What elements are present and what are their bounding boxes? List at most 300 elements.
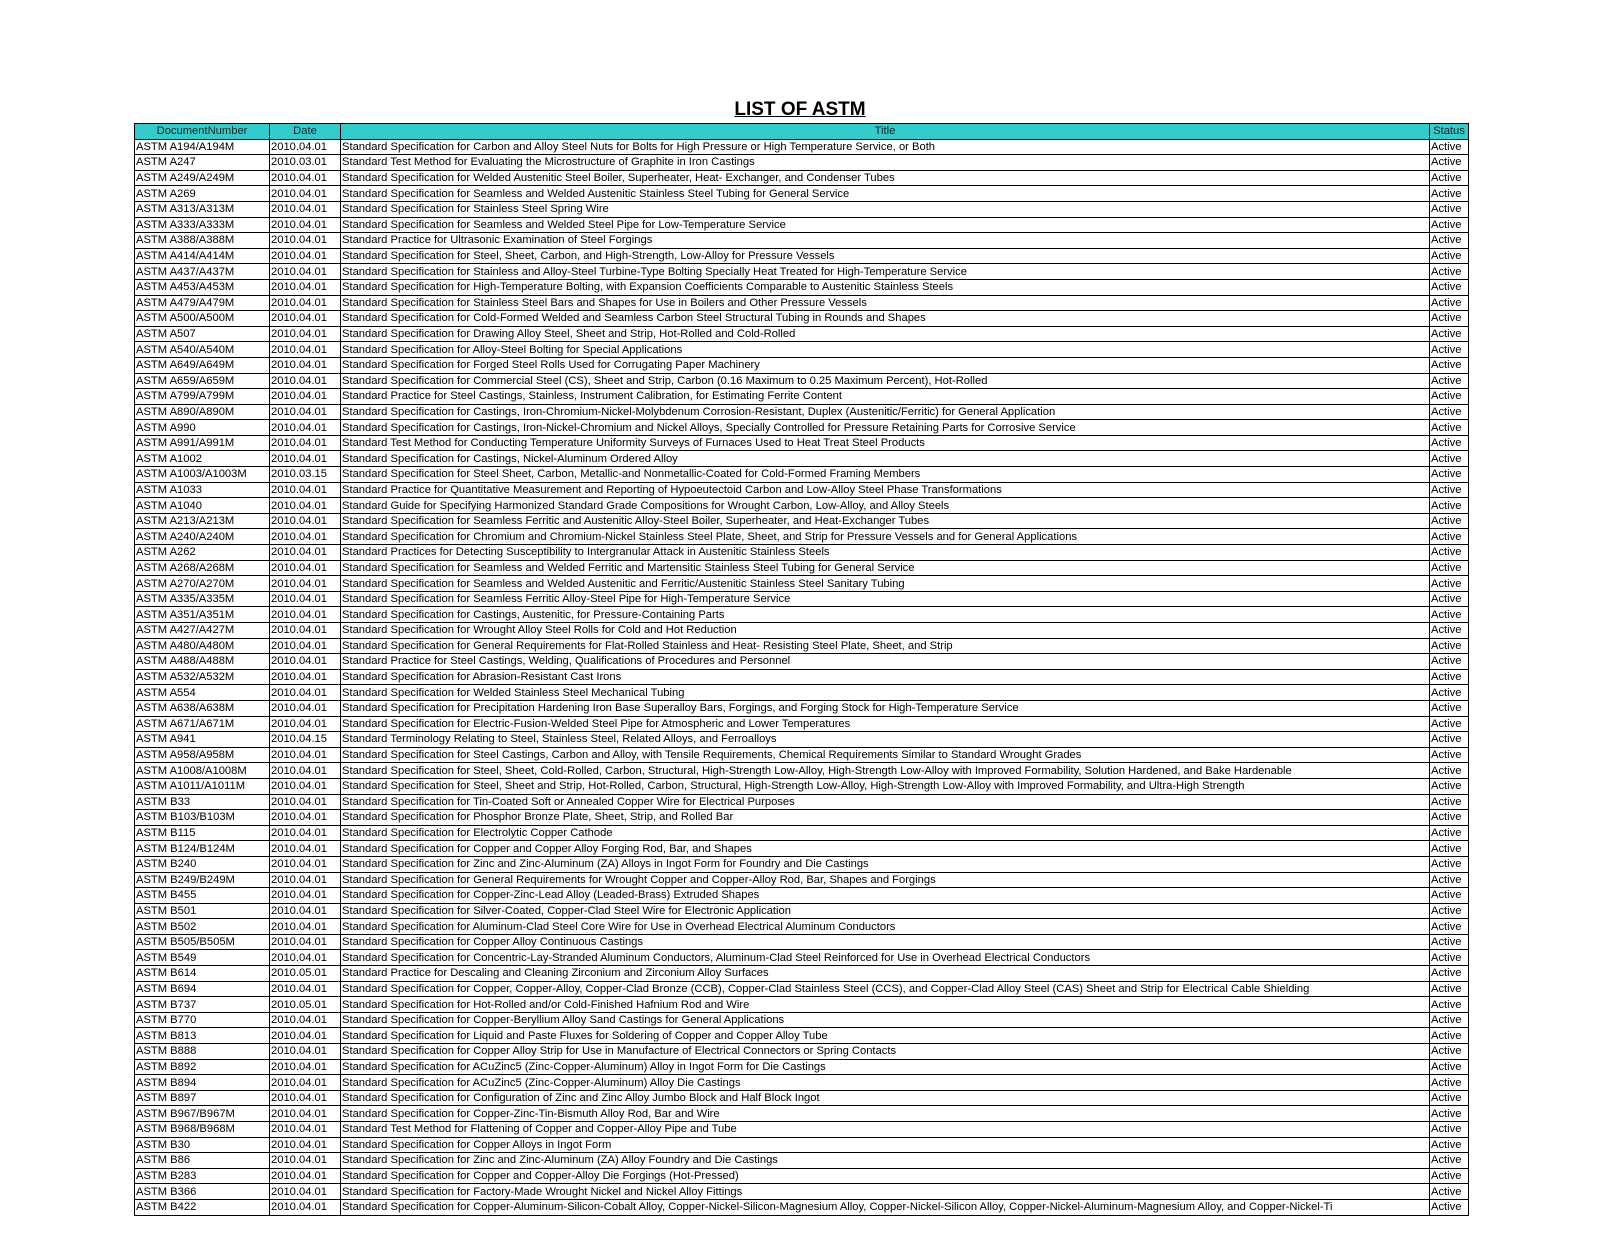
date-cell: 2010.04.01 bbox=[270, 794, 341, 810]
table-row bbox=[135, 841, 1469, 857]
status-cell: Active bbox=[1430, 747, 1469, 763]
title-cell: Standard Specification for Welded Austenitic Steel Boiler, Superheater, Heat- Exchanger, and Condenser Tubes bbox=[341, 170, 1430, 186]
table-row bbox=[135, 794, 1469, 810]
table-row bbox=[135, 529, 1469, 545]
document-number-cell: ASTM A427/A427M bbox=[135, 623, 270, 639]
title-cell: Standard Specification for Copper-Aluminum-Silicon-Cobalt Alloy, Copper-Nickel-Silicon-Magnesium Alloy, Copper-Nickel-Silicon Alloy, Copper-Nickel-Aluminum-Magnesium Alloy, and Copper-Nickel-Ti bbox=[341, 1199, 1430, 1215]
status-cell: Active bbox=[1430, 856, 1469, 872]
date-cell: 2010.04.01 bbox=[270, 326, 341, 342]
title-cell: Standard Practice for Steel Castings, Welding, Qualifications of Procedures and Personnel bbox=[341, 654, 1430, 670]
table-row bbox=[135, 513, 1469, 529]
title-cell: Standard Specification for Copper and Copper Alloy Forging Rod, Bar, and Shapes bbox=[341, 841, 1430, 857]
date-cell: 2010.04.01 bbox=[270, 1028, 341, 1044]
date-cell: 2010.04.01 bbox=[270, 482, 341, 498]
table-row bbox=[135, 545, 1469, 561]
document-number-cell: ASTM A479/A479M bbox=[135, 295, 270, 311]
title-cell: Standard Test Method for Conducting Temperature Uniformity Surveys of Furnaces Used to Heat Treat Steel Products bbox=[341, 435, 1430, 451]
document-number-cell: ASTM B897 bbox=[135, 1090, 270, 1106]
date-cell: 2010.04.01 bbox=[270, 576, 341, 592]
document-number-cell: ASTM A1003/A1003M bbox=[135, 467, 270, 483]
status-cell: Active bbox=[1430, 778, 1469, 794]
table-row bbox=[135, 919, 1469, 935]
date-cell: 2010.04.01 bbox=[270, 295, 341, 311]
status-cell: Active bbox=[1430, 248, 1469, 264]
title-cell: Standard Specification for Castings, Nickel-Aluminum Ordered Alloy bbox=[341, 451, 1430, 467]
table-row bbox=[135, 217, 1469, 233]
title-cell: Standard Specification for Carbon and Alloy Steel Nuts for Bolts for High Pressure or High Temperature Service, or Both bbox=[341, 139, 1430, 155]
title-cell: Standard Specification for Copper Alloy Strip for Use in Manufacture of Electrical Connectors or Spring Contacts bbox=[341, 1044, 1430, 1060]
date-cell: 2010.04.01 bbox=[270, 778, 341, 794]
date-cell: 2010.04.01 bbox=[270, 1122, 341, 1138]
status-cell: Active bbox=[1430, 716, 1469, 732]
date-cell: 2010.04.01 bbox=[270, 700, 341, 716]
status-cell: Active bbox=[1430, 420, 1469, 436]
date-cell: 2010.04.15 bbox=[270, 732, 341, 748]
title-cell: Standard Specification for Hot-Rolled and/or Cold-Finished Hafnium Rod and Wire bbox=[341, 997, 1430, 1013]
date-cell: 2010.04.01 bbox=[270, 903, 341, 919]
status-cell: Active bbox=[1430, 623, 1469, 639]
status-cell: Active bbox=[1430, 295, 1469, 311]
date-cell: 2010.04.01 bbox=[270, 233, 341, 249]
document-number-cell: ASTM B968/B968M bbox=[135, 1122, 270, 1138]
title-cell: Standard Guide for Specifying Harmonized Standard Grade Compositions for Wrought Carbon, Low-Alloy, and Alloy Steels bbox=[341, 498, 1430, 514]
table-row bbox=[135, 342, 1469, 358]
table-row bbox=[135, 482, 1469, 498]
document-number-cell: ASTM B892 bbox=[135, 1059, 270, 1075]
status-cell: Active bbox=[1430, 498, 1469, 514]
document-number-cell: ASTM B283 bbox=[135, 1168, 270, 1184]
status-cell: Active bbox=[1430, 482, 1469, 498]
document-number-cell: ASTM A554 bbox=[135, 685, 270, 701]
document-number-cell: ASTM B124/B124M bbox=[135, 841, 270, 857]
document-number-cell: ASTM A890/A890M bbox=[135, 404, 270, 420]
table-row bbox=[135, 716, 1469, 732]
date-cell: 2010.04.01 bbox=[270, 856, 341, 872]
document-number-cell: ASTM B614 bbox=[135, 966, 270, 982]
table-row bbox=[135, 903, 1469, 919]
status-cell: Active bbox=[1430, 1122, 1469, 1138]
column-header-title: Title bbox=[341, 124, 1430, 140]
document-number-cell: ASTM B894 bbox=[135, 1075, 270, 1091]
date-cell: 2010.04.01 bbox=[270, 451, 341, 467]
table-row bbox=[135, 1184, 1469, 1200]
table-row bbox=[135, 326, 1469, 342]
document-number-cell: ASTM A500/A500M bbox=[135, 311, 270, 327]
status-cell: Active bbox=[1430, 966, 1469, 982]
document-number-cell: ASTM B770 bbox=[135, 1012, 270, 1028]
column-header-document-number: DocumentNumber bbox=[135, 124, 270, 140]
title-cell: Standard Specification for Copper-Beryllium Alloy Sand Castings for General Applications bbox=[341, 1012, 1430, 1028]
title-cell: Standard Specification for Phosphor Bronze Plate, Sheet, Strip, and Rolled Bar bbox=[341, 810, 1430, 826]
table-row bbox=[135, 389, 1469, 405]
document-number-cell: ASTM B249/B249M bbox=[135, 872, 270, 888]
table-row bbox=[135, 576, 1469, 592]
title-cell: Standard Specification for Seamless and Welded Ferritic and Martensitic Stainless Steel Tubing for General Service bbox=[341, 560, 1430, 576]
table-row bbox=[135, 560, 1469, 576]
date-cell: 2010.04.01 bbox=[270, 841, 341, 857]
document-number-cell: ASTM A649/A649M bbox=[135, 357, 270, 373]
status-cell: Active bbox=[1430, 1012, 1469, 1028]
table-row bbox=[135, 700, 1469, 716]
document-number-cell: ASTM A414/A414M bbox=[135, 248, 270, 264]
title-cell: Standard Specification for Seamless and Welded Steel Pipe for Low-Temperature Service bbox=[341, 217, 1430, 233]
table-row bbox=[135, 1075, 1469, 1091]
title-cell: Standard Specification for Seamless and Welded Austenitic and Ferritic/Austenitic Stainless Steel Sanitary Tubing bbox=[341, 576, 1430, 592]
status-cell: Active bbox=[1430, 810, 1469, 826]
title-cell: Standard Specification for Welded Stainless Steel Mechanical Tubing bbox=[341, 685, 1430, 701]
table-row bbox=[135, 1106, 1469, 1122]
date-cell: 2010.04.01 bbox=[270, 435, 341, 451]
date-cell: 2010.04.01 bbox=[270, 545, 341, 561]
status-cell: Active bbox=[1430, 825, 1469, 841]
table-row bbox=[135, 981, 1469, 997]
document-number-cell: ASTM A540/A540M bbox=[135, 342, 270, 358]
document-number-cell: ASTM B422 bbox=[135, 1199, 270, 1215]
date-cell: 2010.04.01 bbox=[270, 638, 341, 654]
status-cell: Active bbox=[1430, 685, 1469, 701]
document-number-cell: ASTM A453/A453M bbox=[135, 279, 270, 295]
date-cell: 2010.04.01 bbox=[270, 888, 341, 904]
status-cell: Active bbox=[1430, 1184, 1469, 1200]
status-cell: Active bbox=[1430, 357, 1469, 373]
status-cell: Active bbox=[1430, 186, 1469, 202]
status-cell: Active bbox=[1430, 1075, 1469, 1091]
table-row bbox=[135, 685, 1469, 701]
status-cell: Active bbox=[1430, 1106, 1469, 1122]
document-number-cell: ASTM B86 bbox=[135, 1153, 270, 1169]
status-cell: Active bbox=[1430, 560, 1469, 576]
title-cell: Standard Specification for Steel, Sheet, Cold-Rolled, Carbon, Structural, High-Strength Low-Alloy, High-Strength Low-Alloy with Improved Formability, Solution Hardened, and Bake Hardenable bbox=[341, 763, 1430, 779]
title-cell: Standard Specification for Copper-Zinc-Tin-Bismuth Alloy Rod, Bar and Wire bbox=[341, 1106, 1430, 1122]
document-number-cell: ASTM B502 bbox=[135, 919, 270, 935]
date-cell: 2010.03.01 bbox=[270, 155, 341, 171]
status-cell: Active bbox=[1430, 888, 1469, 904]
date-cell: 2010.04.01 bbox=[270, 607, 341, 623]
title-cell: Standard Specification for Precipitation Hardening Iron Base Superalloy Bars, Forgings, and Forging Stock for High-Temperature Service bbox=[341, 700, 1430, 716]
document-number-cell: ASTM A799/A799M bbox=[135, 389, 270, 405]
title-cell: Standard Specification for Seamless Ferritic and Austenitic Alloy-Steel Boiler, Superheater, and Heat-Exchanger Tubes bbox=[341, 513, 1430, 529]
title-cell: Standard Specification for Steel Castings, Carbon and Alloy, with Tensile Requirements, Chemical Requirements Similar to Standard Wrought Grades bbox=[341, 747, 1430, 763]
status-cell: Active bbox=[1430, 1168, 1469, 1184]
date-cell: 2010.04.01 bbox=[270, 513, 341, 529]
title-cell: Standard Specification for Steel Sheet, Carbon, Metallic-and Nonmetallic-Coated for Cold-Formed Framing Members bbox=[341, 467, 1430, 483]
status-cell: Active bbox=[1430, 576, 1469, 592]
date-cell: 2010.04.01 bbox=[270, 357, 341, 373]
table-row bbox=[135, 669, 1469, 685]
status-cell: Active bbox=[1430, 155, 1469, 171]
table-row bbox=[135, 950, 1469, 966]
title-cell: Standard Specification for Castings, Austenitic, for Pressure-Containing Parts bbox=[341, 607, 1430, 623]
status-cell: Active bbox=[1430, 513, 1469, 529]
document-number-cell: ASTM B455 bbox=[135, 888, 270, 904]
title-cell: Standard Specification for Seamless and Welded Austenitic Stainless Steel Tubing for General Service bbox=[341, 186, 1430, 202]
date-cell: 2010.04.01 bbox=[270, 560, 341, 576]
date-cell: 2010.03.15 bbox=[270, 467, 341, 483]
date-cell: 2010.04.01 bbox=[270, 389, 341, 405]
table-row bbox=[135, 295, 1469, 311]
date-cell: 2010.04.01 bbox=[270, 1075, 341, 1091]
date-cell: 2010.04.01 bbox=[270, 1044, 341, 1060]
date-cell: 2010.04.01 bbox=[270, 623, 341, 639]
document-number-cell: ASTM B30 bbox=[135, 1137, 270, 1153]
date-cell: 2010.04.01 bbox=[270, 919, 341, 935]
document-number-cell: ASTM A990 bbox=[135, 420, 270, 436]
document-number-cell: ASTM B549 bbox=[135, 950, 270, 966]
table-row bbox=[135, 591, 1469, 607]
table-row bbox=[135, 966, 1469, 982]
date-cell: 2010.04.01 bbox=[270, 404, 341, 420]
title-cell: Standard Specification for Silver-Coated, Copper-Clad Steel Wire for Electronic Application bbox=[341, 903, 1430, 919]
table-row bbox=[135, 1044, 1469, 1060]
title-cell: Standard Specification for Zinc and Zinc-Aluminum (ZA) Alloys in Ingot Form for Foundry and Die Castings bbox=[341, 856, 1430, 872]
date-cell: 2010.04.01 bbox=[270, 1137, 341, 1153]
date-cell: 2010.05.01 bbox=[270, 997, 341, 1013]
table-row bbox=[135, 311, 1469, 327]
status-cell: Active bbox=[1430, 373, 1469, 389]
status-cell: Active bbox=[1430, 997, 1469, 1013]
title-cell: Standard Specification for High-Temperature Bolting, with Expansion Coefficients Comparable to Austenitic Stainless Steels bbox=[341, 279, 1430, 295]
document-number-cell: ASTM A270/A270M bbox=[135, 576, 270, 592]
status-cell: Active bbox=[1430, 217, 1469, 233]
date-cell: 2010.04.01 bbox=[270, 1059, 341, 1075]
date-cell: 2010.04.01 bbox=[270, 1090, 341, 1106]
title-cell: Standard Specification for Configuration of Zinc and Zinc Alloy Jumbo Block and Half Block Ingot bbox=[341, 1090, 1430, 1106]
title-cell: Standard Specification for Castings, Iron-Chromium-Nickel-Molybdenum Corrosion-Resistant, Duplex (Austenitic/Ferritic) for General Application bbox=[341, 404, 1430, 420]
title-cell: Standard Practices for Detecting Susceptibility to Intergranular Attack in Austenitic Stainless Steels bbox=[341, 545, 1430, 561]
title-cell: Standard Specification for Factory-Made Wrought Nickel and Nickel Alloy Fittings bbox=[341, 1184, 1430, 1200]
page-title-text: LIST OF ASTM bbox=[734, 99, 866, 120]
table-row bbox=[135, 778, 1469, 794]
document-number-cell: ASTM A313/A313M bbox=[135, 201, 270, 217]
date-cell: 2010.04.01 bbox=[270, 498, 341, 514]
table-row bbox=[135, 1090, 1469, 1106]
title-cell: Standard Specification for General Requirements for Wrought Copper and Copper-Alloy Rod, Bar, Shapes and Forgings bbox=[341, 872, 1430, 888]
date-cell: 2010.04.01 bbox=[270, 311, 341, 327]
date-cell: 2010.04.01 bbox=[270, 934, 341, 950]
status-cell: Active bbox=[1430, 950, 1469, 966]
title-cell: Standard Specification for Tin-Coated Soft or Annealed Copper Wire for Electrical Purposes bbox=[341, 794, 1430, 810]
document-number-cell: ASTM B694 bbox=[135, 981, 270, 997]
status-cell: Active bbox=[1430, 404, 1469, 420]
status-cell: Active bbox=[1430, 264, 1469, 280]
status-cell: Active bbox=[1430, 981, 1469, 997]
document-number-cell: ASTM A1002 bbox=[135, 451, 270, 467]
status-cell: Active bbox=[1430, 451, 1469, 467]
title-cell: Standard Practice for Quantitative Measurement and Reporting of Hypoeutectoid Carbon and Low-Alloy Steel Phase Transformations bbox=[341, 482, 1430, 498]
document-number-cell: ASTM A333/A333M bbox=[135, 217, 270, 233]
title-cell: Standard Specification for Wrought Alloy Steel Rolls for Cold and Hot Reduction bbox=[341, 623, 1430, 639]
date-cell: 2010.04.01 bbox=[270, 747, 341, 763]
document-number-cell: ASTM A1008/A1008M bbox=[135, 763, 270, 779]
table-row bbox=[135, 888, 1469, 904]
title-cell: Standard Specification for ACuZinc5 (Zinc-Copper-Aluminum) Alloy Die Castings bbox=[341, 1075, 1430, 1091]
status-cell: Active bbox=[1430, 342, 1469, 358]
document-number-cell: ASTM B103/B103M bbox=[135, 810, 270, 826]
document-number-cell: ASTM A958/A958M bbox=[135, 747, 270, 763]
title-cell: Standard Specification for Electric-Fusion-Welded Steel Pipe for Atmospheric and Lower Temperatures bbox=[341, 716, 1430, 732]
page-title bbox=[0, 99, 1600, 121]
title-cell: Standard Specification for General Requirements for Flat-Rolled Stainless and Heat- Resisting Steel Plate, Sheet, and Strip bbox=[341, 638, 1430, 654]
document-number-cell: ASTM A488/A488M bbox=[135, 654, 270, 670]
document-number-cell: ASTM A480/A480M bbox=[135, 638, 270, 654]
status-cell: Active bbox=[1430, 1044, 1469, 1060]
date-cell: 2010.04.01 bbox=[270, 201, 341, 217]
status-cell: Active bbox=[1430, 389, 1469, 405]
table-row bbox=[135, 825, 1469, 841]
table-row bbox=[135, 435, 1469, 451]
table-row bbox=[135, 1137, 1469, 1153]
status-cell: Active bbox=[1430, 732, 1469, 748]
table-row bbox=[135, 139, 1469, 155]
status-cell: Active bbox=[1430, 607, 1469, 623]
table-row bbox=[135, 467, 1469, 483]
title-cell: Standard Specification for Concentric-Lay-Stranded Aluminum Conductors, Aluminum-Clad Steel Reinforced for Use in Overhead Electrical Conductors bbox=[341, 950, 1430, 966]
document-number-cell: ASTM A269 bbox=[135, 186, 270, 202]
date-cell: 2010.05.01 bbox=[270, 966, 341, 982]
table-row bbox=[135, 1122, 1469, 1138]
date-cell: 2010.04.01 bbox=[270, 685, 341, 701]
status-cell: Active bbox=[1430, 700, 1469, 716]
date-cell: 2010.04.01 bbox=[270, 170, 341, 186]
title-cell: Standard Specification for Steel, Sheet and Strip, Hot-Rolled, Carbon, Structural, High-Strength Low-Alloy, High-Strength Low-Alloy with Improved Formability, and Ultra-High Strength bbox=[341, 778, 1430, 794]
document-number-cell: ASTM B115 bbox=[135, 825, 270, 841]
status-cell: Active bbox=[1430, 326, 1469, 342]
table-row bbox=[135, 451, 1469, 467]
table-row bbox=[135, 279, 1469, 295]
status-cell: Active bbox=[1430, 529, 1469, 545]
date-cell: 2010.04.01 bbox=[270, 420, 341, 436]
document-number-cell: ASTM A213/A213M bbox=[135, 513, 270, 529]
status-cell: Active bbox=[1430, 654, 1469, 670]
table-row bbox=[135, 186, 1469, 202]
document-number-cell: ASTM A1033 bbox=[135, 482, 270, 498]
table-row bbox=[135, 732, 1469, 748]
date-cell: 2010.04.01 bbox=[270, 279, 341, 295]
status-cell: Active bbox=[1430, 669, 1469, 685]
title-cell: Standard Specification for Copper Alloys in Ingot Form bbox=[341, 1137, 1430, 1153]
title-cell: Standard Specification for Cold-Formed Welded and Seamless Carbon Steel Structural Tubing in Rounds and Shapes bbox=[341, 311, 1430, 327]
table-row bbox=[135, 638, 1469, 654]
date-cell: 2010.04.01 bbox=[270, 981, 341, 997]
status-cell: Active bbox=[1430, 435, 1469, 451]
document-number-cell: ASTM A671/A671M bbox=[135, 716, 270, 732]
astm-table bbox=[134, 123, 1469, 1216]
date-cell: 2010.04.01 bbox=[270, 669, 341, 685]
status-cell: Active bbox=[1430, 233, 1469, 249]
document-number-cell: ASTM B888 bbox=[135, 1044, 270, 1060]
date-cell: 2010.04.01 bbox=[270, 810, 341, 826]
table-row bbox=[135, 654, 1469, 670]
status-cell: Active bbox=[1430, 763, 1469, 779]
document-number-cell: ASTM A388/A388M bbox=[135, 233, 270, 249]
title-cell: Standard Specification for Electrolytic Copper Cathode bbox=[341, 825, 1430, 841]
date-cell: 2010.04.01 bbox=[270, 264, 341, 280]
status-cell: Active bbox=[1430, 1137, 1469, 1153]
date-cell: 2010.04.01 bbox=[270, 139, 341, 155]
title-cell: Standard Specification for Abrasion-Resistant Cast Irons bbox=[341, 669, 1430, 685]
title-cell: Standard Practice for Ultrasonic Examination of Steel Forgings bbox=[341, 233, 1430, 249]
table-row bbox=[135, 997, 1469, 1013]
date-cell: 2010.04.01 bbox=[270, 591, 341, 607]
status-cell: Active bbox=[1430, 545, 1469, 561]
title-cell: Standard Specification for Copper and Copper-Alloy Die Forgings (Hot-Pressed) bbox=[341, 1168, 1430, 1184]
table-row bbox=[135, 934, 1469, 950]
status-cell: Active bbox=[1430, 1199, 1469, 1215]
date-cell: 2010.04.01 bbox=[270, 1184, 341, 1200]
date-cell: 2010.04.01 bbox=[270, 1199, 341, 1215]
table-row bbox=[135, 201, 1469, 217]
title-cell: Standard Specification for ACuZinc5 (Zinc-Copper-Aluminum) Alloy in Ingot Form for Die Castings bbox=[341, 1059, 1430, 1075]
table-row bbox=[135, 1028, 1469, 1044]
table-row bbox=[135, 373, 1469, 389]
status-cell: Active bbox=[1430, 794, 1469, 810]
document-number-cell: ASTM A268/A268M bbox=[135, 560, 270, 576]
table-row bbox=[135, 763, 1469, 779]
status-cell: Active bbox=[1430, 934, 1469, 950]
column-header-status: Status bbox=[1430, 124, 1469, 140]
table-row bbox=[135, 872, 1469, 888]
title-cell: Standard Specification for Commercial Steel (CS), Sheet and Strip, Carbon (0.16 Maximum to 0.25 Maximum Percent), Hot-Rolled bbox=[341, 373, 1430, 389]
date-cell: 2010.04.01 bbox=[270, 248, 341, 264]
date-cell: 2010.04.01 bbox=[270, 872, 341, 888]
document-number-cell: ASTM A437/A437M bbox=[135, 264, 270, 280]
status-cell: Active bbox=[1430, 872, 1469, 888]
document-number-cell: ASTM A335/A335M bbox=[135, 591, 270, 607]
title-cell: Standard Specification for Chromium and Chromium-Nickel Stainless Steel Plate, Sheet, and Strip for Pressure Vessels and for General Applications bbox=[341, 529, 1430, 545]
table-row bbox=[135, 607, 1469, 623]
table-row bbox=[135, 404, 1469, 420]
title-cell: Standard Specification for Drawing Alloy Steel, Sheet and Strip, Hot-Rolled and Cold-Rolled bbox=[341, 326, 1430, 342]
document-number-cell: ASTM B240 bbox=[135, 856, 270, 872]
document-number-cell: ASTM A941 bbox=[135, 732, 270, 748]
document-number-cell: ASTM B813 bbox=[135, 1028, 270, 1044]
title-cell: Standard Specification for Steel, Sheet, Carbon, and High-Strength, Low-Alloy for Pressure Vessels bbox=[341, 248, 1430, 264]
table-body bbox=[135, 139, 1469, 1215]
date-cell: 2010.04.01 bbox=[270, 950, 341, 966]
document-number-cell: ASTM A638/A638M bbox=[135, 700, 270, 716]
title-cell: Standard Specification for Liquid and Paste Fluxes for Soldering of Copper and Copper Alloy Tube bbox=[341, 1028, 1430, 1044]
title-cell: Standard Specification for Copper-Zinc-Lead Alloy (Leaded-Brass) Extruded Shapes bbox=[341, 888, 1430, 904]
title-cell: Standard Practice for Descaling and Cleaning Zirconium and Zirconium Alloy Surfaces bbox=[341, 966, 1430, 982]
document-number-cell: ASTM A247 bbox=[135, 155, 270, 171]
table-row bbox=[135, 1168, 1469, 1184]
title-cell: Standard Practice for Steel Castings, Stainless, Instrument Calibration, for Estimating Ferrite Content bbox=[341, 389, 1430, 405]
document-number-cell: ASTM B33 bbox=[135, 794, 270, 810]
document-number-cell: ASTM A507 bbox=[135, 326, 270, 342]
table-row bbox=[135, 170, 1469, 186]
status-cell: Active bbox=[1430, 919, 1469, 935]
date-cell: 2010.04.01 bbox=[270, 186, 341, 202]
table-row bbox=[135, 420, 1469, 436]
table-row bbox=[135, 810, 1469, 826]
document-number-cell: ASTM A351/A351M bbox=[135, 607, 270, 623]
status-cell: Active bbox=[1430, 170, 1469, 186]
status-cell: Active bbox=[1430, 1028, 1469, 1044]
table-row bbox=[135, 248, 1469, 264]
title-cell: Standard Specification for Copper, Copper-Alloy, Copper-Clad Bronze (CCB), Copper-Clad Stainless Steel (CCS), and Copper-Clad Alloy Steel (CAS) Sheet and Strip for Electrical Cable Shielding bbox=[341, 981, 1430, 997]
title-cell: Standard Specification for Stainless Steel Spring Wire bbox=[341, 201, 1430, 217]
title-cell: Standard Specification for Zinc and Zinc-Aluminum (ZA) Alloy Foundry and Die Castings bbox=[341, 1153, 1430, 1169]
column-header-date: Date bbox=[270, 124, 341, 140]
table-row bbox=[135, 1153, 1469, 1169]
date-cell: 2010.04.01 bbox=[270, 1153, 341, 1169]
title-cell: Standard Terminology Relating to Steel, Stainless Steel, Related Alloys, and Ferroalloys bbox=[341, 732, 1430, 748]
title-cell: Standard Specification for Forged Steel Rolls Used for Corrugating Paper Machinery bbox=[341, 357, 1430, 373]
status-cell: Active bbox=[1430, 139, 1469, 155]
table-row bbox=[135, 623, 1469, 639]
date-cell: 2010.04.01 bbox=[270, 217, 341, 233]
status-cell: Active bbox=[1430, 1059, 1469, 1075]
